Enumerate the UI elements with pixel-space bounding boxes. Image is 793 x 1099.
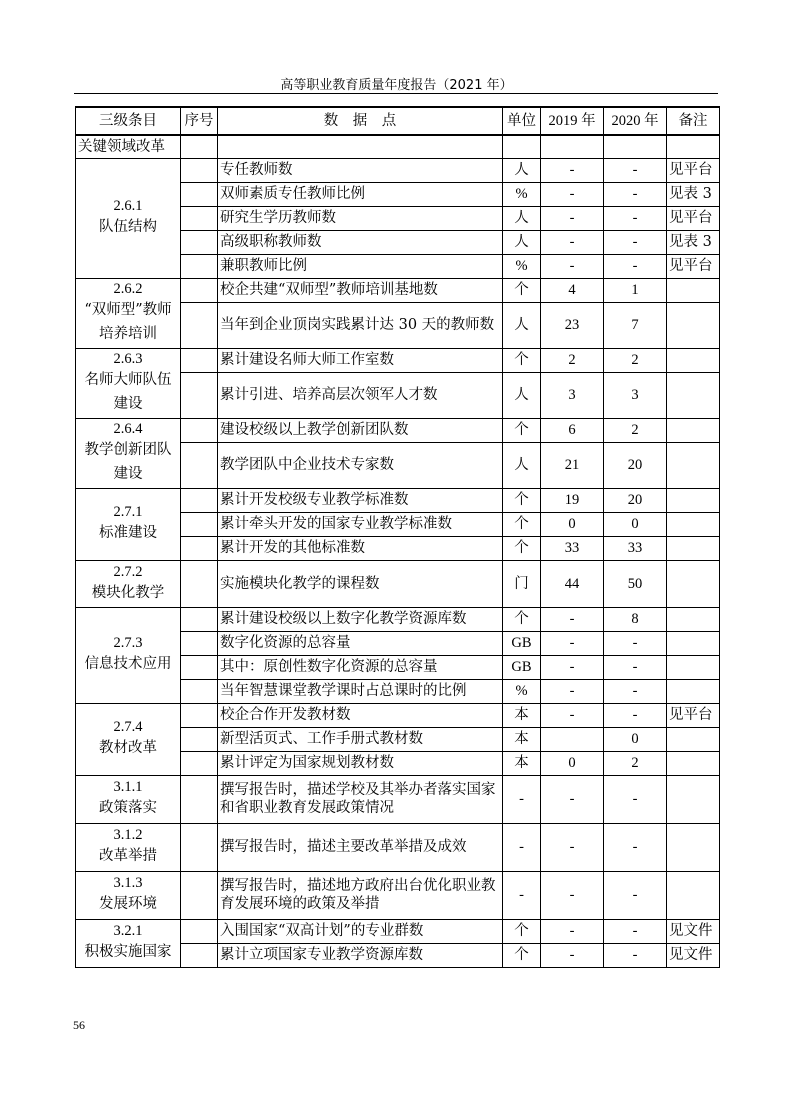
table-row (76, 703, 720, 727)
level3-code: 3.1.2 (113, 827, 143, 843)
datapoint-cell: 教学团队中企业技术专家数 (218, 442, 503, 488)
level3-code: 3.1.1 (113, 779, 143, 795)
note-cell (667, 372, 720, 418)
value-2020-cell: 33 (604, 536, 667, 560)
level3-name: 教材改革 (99, 740, 157, 756)
note-cell (667, 418, 720, 442)
table-body (76, 135, 720, 967)
table-row (76, 278, 720, 302)
unit-cell: % (503, 254, 541, 278)
unit-cell: GB (503, 655, 541, 679)
note-cell (667, 775, 720, 823)
value-2019-cell: - (541, 206, 604, 230)
column-header-seq: 序号 (181, 107, 218, 135)
value-2019-cell: 0 (541, 751, 604, 775)
unit-cell: 个 (503, 348, 541, 372)
value-2020-cell: - (604, 230, 667, 254)
seq-cell (181, 158, 218, 182)
note-cell (667, 607, 720, 631)
note-cell: 见表 3 (667, 182, 720, 206)
datapoint-cell: 数字化资源的总容量 (218, 631, 503, 655)
seq-cell (181, 871, 218, 919)
level3-code: 2.7.2 (113, 563, 143, 580)
level3-item (76, 348, 181, 418)
unit-cell: 本 (503, 703, 541, 727)
seq-cell (181, 655, 218, 679)
value-2019-cell: 4 (541, 278, 604, 302)
seq-cell (181, 442, 218, 488)
value-2019-cell: - (541, 679, 604, 703)
unit-cell: 个 (503, 943, 541, 967)
value-2019-cell: - (541, 919, 604, 943)
value-2019-cell: - (541, 871, 604, 919)
level3-name: 名师大师队伍建设 (84, 372, 172, 412)
seq-cell (181, 206, 218, 230)
value-2020-cell: - (604, 943, 667, 967)
datapoint-cell: 撰写报告时，描述主要改革举措及成效 (218, 823, 503, 871)
value-2020-cell: 2 (604, 751, 667, 775)
datapoint-cell: 专任教师数 (218, 158, 503, 182)
level3-item (76, 488, 181, 560)
table-row (76, 871, 720, 919)
unit-cell: 人 (503, 230, 541, 254)
level3-name: 政策落实 (99, 800, 157, 816)
value-2019-cell: 23 (541, 302, 604, 348)
note-cell (667, 560, 720, 607)
level3-code: 2.7.3 (113, 635, 143, 651)
unit-cell: 个 (503, 607, 541, 631)
seq-cell (181, 679, 218, 703)
value-2020-cell: 1 (604, 278, 667, 302)
datapoint-cell: 撰写报告时，描述学校及其举办者落实国家和省职业教育发展政策情况 (218, 775, 503, 823)
level3-item (76, 703, 181, 775)
datapoint-cell: 累计建设名师大师工作室数 (218, 348, 503, 372)
level3-code: 3.2.1 (113, 923, 143, 939)
datapoint-cell: 校企合作开发教材数 (218, 703, 503, 727)
note-cell: 见平台 (667, 158, 720, 182)
seq-cell (181, 607, 218, 631)
seq-cell (181, 943, 218, 967)
value-2019-cell: - (541, 823, 604, 871)
level3-code: 2.6.2 (113, 281, 143, 297)
note-cell (667, 631, 720, 655)
seq-cell (181, 302, 218, 348)
level3-code: 2.6.3 (113, 351, 143, 367)
table-row (76, 560, 720, 607)
datapoint-cell: 实施模块化教学的课程数 (218, 560, 503, 607)
note-cell: 见平台 (667, 206, 720, 230)
value-2019-cell: - (541, 655, 604, 679)
datapoint-cell: 累计立项国家专业教学资源库数 (218, 943, 503, 967)
note-cell: 见文件 (667, 919, 720, 943)
level3-name: “双师型”教师培养培训 (84, 302, 172, 342)
value-2020-cell: - (604, 158, 667, 182)
page-number: 56 (73, 1018, 85, 1032)
value-2019-cell: 21 (541, 442, 604, 488)
level3-name: 模块化教学 (91, 584, 165, 601)
note-cell (667, 871, 720, 919)
datapoint-cell: 当年到企业顶岗实践累计达 30 天的教师数 (218, 302, 503, 348)
value-2019-cell: - (541, 254, 604, 278)
level3-name: 教学创新团队建设 (84, 442, 172, 482)
note-cell (667, 727, 720, 751)
datapoint-cell: 其中：原创性数字化资源的总容量 (218, 655, 503, 679)
value-2020-cell: - (604, 703, 667, 727)
value-2019-cell: 33 (541, 536, 604, 560)
table-row (76, 919, 720, 943)
unit-cell: 本 (503, 751, 541, 775)
value-2020-cell: 20 (604, 488, 667, 512)
note-cell: 见平台 (667, 254, 720, 278)
level3-code: 2.7.4 (113, 719, 143, 735)
level3-item (76, 871, 181, 919)
value-2019-cell (541, 727, 604, 751)
value-2019-cell: 0 (541, 512, 604, 536)
datapoint-cell: 新型活页式、工作手册式教材数 (218, 727, 503, 751)
value-2020-cell: - (604, 182, 667, 206)
level3-name: 发展环境 (99, 896, 157, 912)
value-2020-cell: 2 (604, 418, 667, 442)
datapoint-cell: 研究生学历教师数 (218, 206, 503, 230)
table-row (76, 823, 720, 871)
value-2019-cell: - (541, 158, 604, 182)
datapoint-cell: 入围国家“双高计划”的专业群数 (218, 919, 503, 943)
seq-cell (181, 278, 218, 302)
category-row (76, 135, 720, 158)
value-2020-cell: 0 (604, 727, 667, 751)
note-cell (667, 488, 720, 512)
value-2020-cell: 0 (604, 512, 667, 536)
note-cell: 见表 3 (667, 230, 720, 254)
seq-cell (181, 372, 218, 418)
seq-cell (181, 751, 218, 775)
column-header-2020: 2020 年 (604, 107, 667, 135)
unit-cell: 人 (503, 372, 541, 418)
category-label: 关键领域改革 (76, 135, 181, 158)
note-cell (667, 655, 720, 679)
value-2020-cell: - (604, 254, 667, 278)
unit-cell: 个 (503, 536, 541, 560)
note-cell: 见平台 (667, 703, 720, 727)
datapoint-cell: 撰写报告时，描述地方政府出台优化职业教育发展环境的政策及举措 (218, 871, 503, 919)
level3-item (76, 278, 181, 348)
column-header-note: 备注 (667, 107, 720, 135)
value-2019-cell: - (541, 943, 604, 967)
value-2019-cell: - (541, 703, 604, 727)
datapoint-cell: 兼职教师比例 (218, 254, 503, 278)
value-2019-cell: 3 (541, 372, 604, 418)
seq-cell (181, 512, 218, 536)
value-2020-cell: - (604, 919, 667, 943)
level3-code: 3.1.3 (113, 875, 143, 891)
table-header-row (76, 107, 720, 135)
data-table (75, 106, 720, 968)
datapoint-cell: 高级职称教师数 (218, 230, 503, 254)
datapoint-cell: 累计引进、培养高层次领军人才数 (218, 372, 503, 418)
unit-cell: 人 (503, 206, 541, 230)
level3-item (76, 418, 181, 488)
note-cell (667, 536, 720, 560)
value-2019-cell: - (541, 607, 604, 631)
seq-cell (181, 254, 218, 278)
table-row (76, 158, 720, 182)
seq-cell (181, 919, 218, 943)
value-2019-cell: 44 (541, 560, 604, 607)
page-header-title: 高等职业教育质量年度报告（2021 年） (280, 78, 513, 93)
seq-cell (181, 703, 218, 727)
value-2020-cell: - (604, 823, 667, 871)
datapoint-cell: 累计评定为国家规划教材数 (218, 751, 503, 775)
seq-cell (181, 418, 218, 442)
unit-cell: 个 (503, 919, 541, 943)
datapoint-cell: 累计开发的其他标准数 (218, 536, 503, 560)
value-2020-cell: 2 (604, 348, 667, 372)
level3-item (76, 775, 181, 823)
datapoint-cell: 校企共建“双师型”教师培训基地数 (218, 278, 503, 302)
table-row (76, 607, 720, 631)
datapoint-cell: 累计建设校级以上数字化教学资源库数 (218, 607, 503, 631)
datapoint-cell: 累计开发校级专业教学标准数 (218, 488, 503, 512)
table-row (76, 418, 720, 442)
seq-cell (181, 631, 218, 655)
datapoint-cell: 累计牵头开发的国家专业教学标准数 (218, 512, 503, 536)
value-2019-cell: - (541, 775, 604, 823)
unit-cell: GB (503, 631, 541, 655)
value-2020-cell: - (604, 631, 667, 655)
value-2020-cell: - (604, 206, 667, 230)
value-2020-cell: - (604, 655, 667, 679)
level3-name: 队伍结构 (99, 219, 157, 235)
table-row (76, 775, 720, 823)
level3-item (76, 823, 181, 871)
column-header-2019: 2019 年 (541, 107, 604, 135)
value-2020-cell: 3 (604, 372, 667, 418)
column-header-datapoint: 数 据 点 (218, 107, 503, 135)
value-2019-cell: 6 (541, 418, 604, 442)
seq-cell (181, 182, 218, 206)
value-2019-cell: - (541, 182, 604, 206)
datapoint-cell: 建设校级以上教学创新团队数 (218, 418, 503, 442)
seq-cell (181, 823, 218, 871)
level3-item (76, 607, 181, 703)
unit-cell: - (503, 871, 541, 919)
level3-code: 2.6.4 (113, 421, 143, 437)
unit-cell: 本 (503, 727, 541, 751)
unit-cell: 个 (503, 488, 541, 512)
unit-cell: 门 (503, 560, 541, 607)
value-2020-cell: - (604, 679, 667, 703)
value-2020-cell: 7 (604, 302, 667, 348)
unit-cell: - (503, 775, 541, 823)
unit-cell: % (503, 679, 541, 703)
seq-cell (181, 775, 218, 823)
value-2020-cell: 50 (604, 560, 667, 607)
level3-item (76, 158, 181, 278)
note-cell (667, 679, 720, 703)
level3-code: 2.6.1 (113, 198, 143, 214)
datapoint-cell: 双师素质专任教师比例 (218, 182, 503, 206)
column-header-level3: 三级条目 (76, 107, 181, 135)
note-cell (667, 278, 720, 302)
value-2019-cell: 2 (541, 348, 604, 372)
datapoint-cell: 当年智慧课堂教学课时占总课时的比例 (218, 679, 503, 703)
level3-item (76, 919, 181, 967)
note-cell (667, 302, 720, 348)
value-2019-cell: - (541, 631, 604, 655)
unit-cell: 人 (503, 442, 541, 488)
note-cell (667, 348, 720, 372)
value-2020-cell: 20 (604, 442, 667, 488)
table-row (76, 488, 720, 512)
note-cell (667, 512, 720, 536)
note-cell (667, 751, 720, 775)
header-rule (74, 93, 718, 94)
unit-cell: 个 (503, 418, 541, 442)
seq-cell (181, 230, 218, 254)
value-2020-cell: - (604, 871, 667, 919)
note-cell (667, 823, 720, 871)
seq-cell (181, 560, 218, 607)
value-2020-cell: 8 (604, 607, 667, 631)
value-2019-cell: - (541, 230, 604, 254)
table-row (76, 348, 720, 372)
note-cell (667, 442, 720, 488)
value-2019-cell: 19 (541, 488, 604, 512)
column-header-unit: 单位 (503, 107, 541, 135)
level3-code: 2.7.1 (113, 504, 143, 520)
unit-cell: 人 (503, 158, 541, 182)
level3-name: 标准建设 (99, 525, 157, 541)
seq-cell (181, 727, 218, 751)
level3-name: 积极实施国家 (84, 944, 172, 960)
unit-cell: 个 (503, 512, 541, 536)
seq-cell (181, 348, 218, 372)
unit-cell: 个 (503, 278, 541, 302)
level3-item (76, 560, 181, 607)
seq-cell (181, 536, 218, 560)
unit-cell: % (503, 182, 541, 206)
seq-cell (181, 488, 218, 512)
level3-name: 改革举措 (99, 848, 157, 864)
unit-cell: - (503, 823, 541, 871)
unit-cell: 人 (503, 302, 541, 348)
note-cell: 见文件 (667, 943, 720, 967)
level3-name: 信息技术应用 (84, 656, 172, 672)
value-2020-cell: - (604, 775, 667, 823)
